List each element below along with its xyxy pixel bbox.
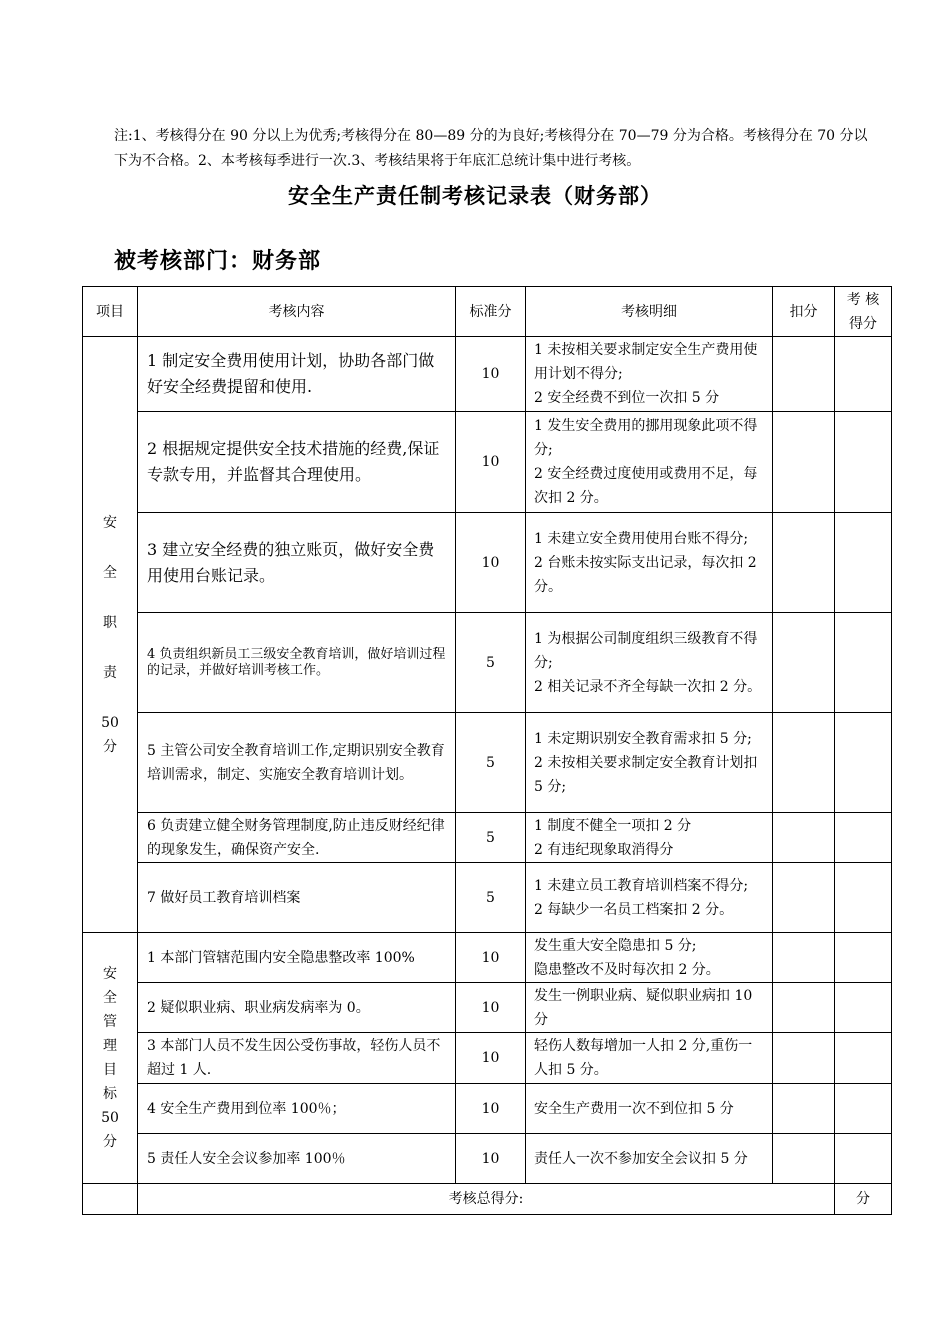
content-cell: 3 本部门人员不发生因公受伤事故，轻伤人员不超过 1 人. (138, 1033, 456, 1084)
deduct-cell[interactable] (773, 983, 835, 1033)
table-row (83, 933, 892, 983)
standard-score-cell: 10 (456, 1084, 526, 1134)
table-row (83, 863, 892, 933)
deduct-cell[interactable] (773, 933, 835, 983)
detail-cell: 1 为根据公司制度组织三级教育不得分; 2 相关记录不齐全每缺一次扣 2 分。 (526, 613, 773, 713)
score-cell[interactable] (835, 1033, 892, 1084)
content-cell: 1 制定安全费用使用计划，协助各部门做好安全经费提留和使用. (138, 337, 456, 412)
detail-cell: 1 未建立员工教育培训档案不得分; 2 每缺少一名员工档案扣 2 分。 (526, 863, 773, 933)
department-heading: 被考核部门：财务部 (114, 249, 322, 274)
standard-score-cell: 5 (456, 813, 526, 863)
content-cell: 5 责任人安全会议参加率 100％ (138, 1134, 456, 1184)
deduct-cell[interactable] (773, 813, 835, 863)
content-cell: 2 疑似职业病、职业病发病率为 0。 (138, 983, 456, 1033)
table-row (83, 983, 892, 1033)
table-row (83, 713, 892, 813)
detail-cell: 1 制度不健全一项扣 2 分 2 有违纪现象取消得分 (526, 813, 773, 863)
standard-score-cell: 5 (456, 713, 526, 813)
assessment-note: 注:1、考核得分在 90 分以上为优秀;考核得分在 80—89 分的为良好;考核得分在 70—79 分为合格。考核得分在 70 分以下为不合格。2、本考核每季进行一次.3、考核结果将于年底汇总统计集中进行考核。 (114, 128, 868, 169)
content-cell: 7 做好员工教育培训档案 (138, 863, 456, 933)
header-standard: 标准分 (456, 287, 526, 337)
score-cell[interactable] (835, 813, 892, 863)
table-row (83, 813, 892, 863)
deduct-cell[interactable] (773, 412, 835, 513)
standard-score-cell: 5 (456, 863, 526, 933)
score-cell[interactable] (835, 1084, 892, 1134)
score-cell[interactable] (835, 513, 892, 613)
standard-score-cell: 10 (456, 1033, 526, 1084)
standard-score-cell: 10 (456, 983, 526, 1033)
detail-cell: 1 未建立安全费用使用台账不得分; 2 台账未按实际支出记录，每次扣 2 分。 (526, 513, 773, 613)
table-row (83, 613, 892, 713)
content-cell: 6 负责建立健全财务管理制度,防止违反财经纪律的现象发生，确保资产安全. (138, 813, 456, 863)
detail-cell: 发生重大安全隐患扣 5 分; 隐患整改不及时每次扣 2 分。 (526, 933, 773, 983)
header-deduct: 扣分 (773, 287, 835, 337)
deduct-cell[interactable] (773, 863, 835, 933)
header-content: 考核内容 (138, 287, 456, 337)
deduct-cell[interactable] (773, 1033, 835, 1084)
detail-cell: 1 未定期识别安全教育需求扣 5 分; 2 未按相关要求制定安全教育计划扣 5 分; (526, 713, 773, 813)
content-cell: 4 安全生产费用到位率 100％； (138, 1084, 456, 1134)
score-cell[interactable] (835, 412, 892, 513)
detail-cell: 1 发生安全费用的挪用现象此项不得分; 2 安全经费过度使用或费用不足，每次扣 2 分。 (526, 412, 773, 513)
total-row (83, 1184, 892, 1215)
detail-cell: 责任人一次不参加安全会议扣 5 分 (526, 1134, 773, 1184)
deduct-cell[interactable] (773, 513, 835, 613)
document-title: 安全生产责任制考核记录表（财务部） (288, 184, 662, 208)
content-cell: 2 根据规定提供安全技术措施的经费,保证专款专用，并监督其合理使用。 (138, 412, 456, 513)
detail-cell: 发生一例职业病、疑似职业病扣 10 分 (526, 983, 773, 1033)
content-cell: 4 负责组织新员工三级安全教育培训，做好培训过程的记录，并做好培训考核工作。 (138, 613, 456, 713)
content-cell: 3 建立安全经费的独立账页，做好安全费用使用台账记录。 (138, 513, 456, 613)
standard-score-cell: 10 (456, 513, 526, 613)
total-blank-cell (83, 1184, 138, 1215)
score-cell[interactable] (835, 863, 892, 933)
deduct-cell[interactable] (773, 713, 835, 813)
total-unit[interactable]: 分 (835, 1184, 892, 1215)
deduct-cell[interactable] (773, 613, 835, 713)
deduct-cell[interactable] (773, 1134, 835, 1184)
detail-cell: 安全生产费用一次不到位扣 5 分 (526, 1084, 773, 1134)
standard-score-cell: 10 (456, 933, 526, 983)
category-safety-duty: 安 全 职 责 50 分 (83, 337, 138, 933)
detail-cell: 轻伤人数每增加一人扣 2 分,重伤一人扣 5 分。 (526, 1033, 773, 1084)
standard-score-cell: 10 (456, 1134, 526, 1184)
score-cell[interactable] (835, 983, 892, 1033)
score-cell[interactable] (835, 1134, 892, 1184)
table-row (83, 337, 892, 412)
deduct-cell[interactable] (773, 337, 835, 412)
content-cell: 1 本部门管辖范围内安全隐患整改率 100% (138, 933, 456, 983)
total-label: 考核总得分: (138, 1184, 835, 1215)
detail-cell: 1 未按相关要求制定安全生产费用使用计划不得分; 2 安全经费不到位一次扣 5 分 (526, 337, 773, 412)
standard-score-cell: 5 (456, 613, 526, 713)
score-cell[interactable] (835, 933, 892, 983)
standard-score-cell: 10 (456, 337, 526, 412)
header-item: 项目 (83, 287, 138, 337)
assessment-table (82, 286, 892, 1215)
table-row (83, 1084, 892, 1134)
header-score: 考 核 得分 (835, 287, 892, 337)
header-row (83, 287, 892, 337)
table-row (83, 513, 892, 613)
score-cell[interactable] (835, 337, 892, 412)
header-detail: 考核明细 (526, 287, 773, 337)
table-row (83, 1134, 892, 1184)
category-safety-management: 安 全 管 理 目 标 50 分 (83, 933, 138, 1184)
score-cell[interactable] (835, 713, 892, 813)
deduct-cell[interactable] (773, 1084, 835, 1134)
standard-score-cell: 10 (456, 412, 526, 513)
content-cell: 5 主管公司安全教育培训工作,定期识别安全教育培训需求，制定、实施安全教育培训计划。 (138, 713, 456, 813)
score-cell[interactable] (835, 613, 892, 713)
table-row (83, 412, 892, 513)
table-row (83, 1033, 892, 1084)
